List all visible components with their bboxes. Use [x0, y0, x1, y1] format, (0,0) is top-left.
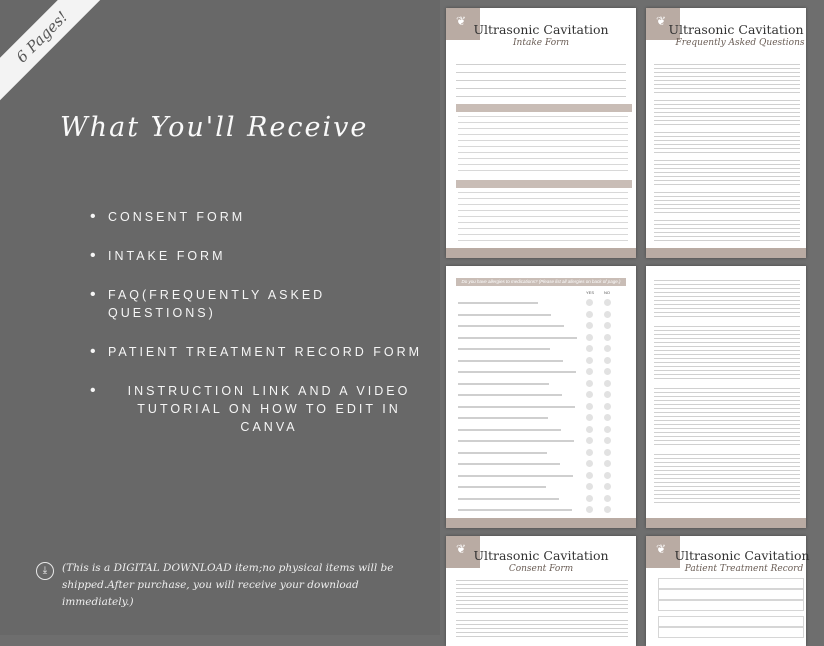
- question-row: [458, 463, 560, 465]
- answer-circle: [604, 472, 611, 479]
- list-item: • FAQ(FREQUENTLY ASKED QUESTIONS): [96, 286, 426, 322]
- answer-circle: [586, 334, 593, 341]
- list-item: • INTAKE FORM: [96, 247, 426, 265]
- question-row: [458, 348, 550, 350]
- question-row: [458, 452, 547, 454]
- contents-list: [96, 208, 426, 457]
- answer-circle: [604, 345, 611, 352]
- answer-circle: [586, 426, 593, 433]
- question-row: [458, 417, 548, 419]
- no-label: NO: [604, 290, 610, 295]
- question-row: [458, 371, 576, 373]
- answer-circle: [604, 437, 611, 444]
- doc-subtitle: Patient Treatment Record: [684, 564, 804, 574]
- doc-subtitle: Frequently Asked Questions: [675, 38, 805, 48]
- list-item: • CONSENT FORM: [96, 208, 426, 226]
- question-row: [458, 394, 562, 396]
- question-row: [458, 475, 573, 477]
- answer-circle: [604, 495, 611, 502]
- answer-circle: [604, 506, 611, 513]
- list-item: • PATIENT TREATMENT RECORD FORM: [96, 343, 426, 361]
- answer-circle: [586, 460, 593, 467]
- answer-circle: [604, 449, 611, 456]
- question-row: [458, 509, 572, 511]
- answer-circle: [586, 299, 593, 306]
- answer-circle: [586, 506, 593, 513]
- answer-circle: [604, 311, 611, 318]
- question-row: [458, 325, 564, 327]
- answer-circle: [586, 437, 593, 444]
- answer-circle: [586, 483, 593, 490]
- intake-form-page: [446, 8, 636, 258]
- section-bar: [456, 104, 632, 112]
- question-row: [458, 486, 546, 488]
- doc-title: Ultrasonic Cavitation: [668, 22, 804, 37]
- answer-circle: [586, 311, 593, 318]
- pages-ribbon: 6 Pages!: [0, 0, 109, 104]
- answer-circle: [586, 380, 593, 387]
- doc-title: Ultrasonic Cavitation: [674, 548, 810, 563]
- consent-form-page: [446, 536, 636, 646]
- answer-circle: [604, 426, 611, 433]
- answer-circle: [586, 345, 593, 352]
- answer-circle: [586, 391, 593, 398]
- treatment-record-page: [646, 536, 810, 646]
- question-row: [458, 360, 563, 362]
- answer-circle: [604, 368, 611, 375]
- answer-circle: [604, 357, 611, 364]
- answer-circle: [586, 495, 593, 502]
- answer-circle: [604, 299, 611, 306]
- question-row: [458, 302, 538, 304]
- yes-label: YES: [586, 290, 595, 295]
- doc-title: Ultrasonic Cavitation: [473, 22, 609, 37]
- answer-circle: [586, 403, 593, 410]
- question-row: [458, 314, 551, 316]
- answer-circle: [604, 460, 611, 467]
- answer-circle: [586, 472, 593, 479]
- download-icon: ⤓: [36, 562, 54, 580]
- headline: What You'll Receive: [60, 112, 369, 143]
- answer-circle: [604, 414, 611, 421]
- answer-circle: [586, 449, 593, 456]
- doc-subtitle: Consent Form: [508, 564, 574, 574]
- list-item: • INSTRUCTION LINK AND A VIDEO TUTORIAL ON HOW TO EDIT IN CANVA: [96, 382, 426, 436]
- answer-circle: [604, 380, 611, 387]
- answer-circle: [586, 414, 593, 421]
- answer-circle: [604, 334, 611, 341]
- answer-circle: [586, 357, 593, 364]
- question-row: [458, 383, 549, 385]
- download-text: (This is a DIGITAL DOWNLOAD item;no physical items will be shipped.After purchase, you will receive your download immediately.): [62, 562, 394, 608]
- faq-page: [646, 8, 806, 258]
- answer-circle: [604, 391, 611, 398]
- instructions-page: [646, 266, 806, 528]
- answer-circle: [586, 322, 593, 329]
- questionnaire-header: Do you have allergies to medications? (Please list all allergies on back of page.): [456, 278, 626, 286]
- answer-circle: [604, 483, 611, 490]
- doc-subtitle: Intake Form: [513, 38, 569, 48]
- answer-circle: [604, 322, 611, 329]
- question-row: [458, 406, 575, 408]
- question-row: [458, 440, 574, 442]
- questionnaire-page: [446, 266, 636, 528]
- answer-circle: [586, 368, 593, 375]
- section-bar: [456, 180, 632, 188]
- answer-circle: [604, 403, 611, 410]
- question-row: [458, 429, 561, 431]
- question-row: [458, 337, 577, 339]
- question-row: [458, 498, 559, 500]
- doc-title: Ultrasonic Cavitation: [473, 548, 609, 563]
